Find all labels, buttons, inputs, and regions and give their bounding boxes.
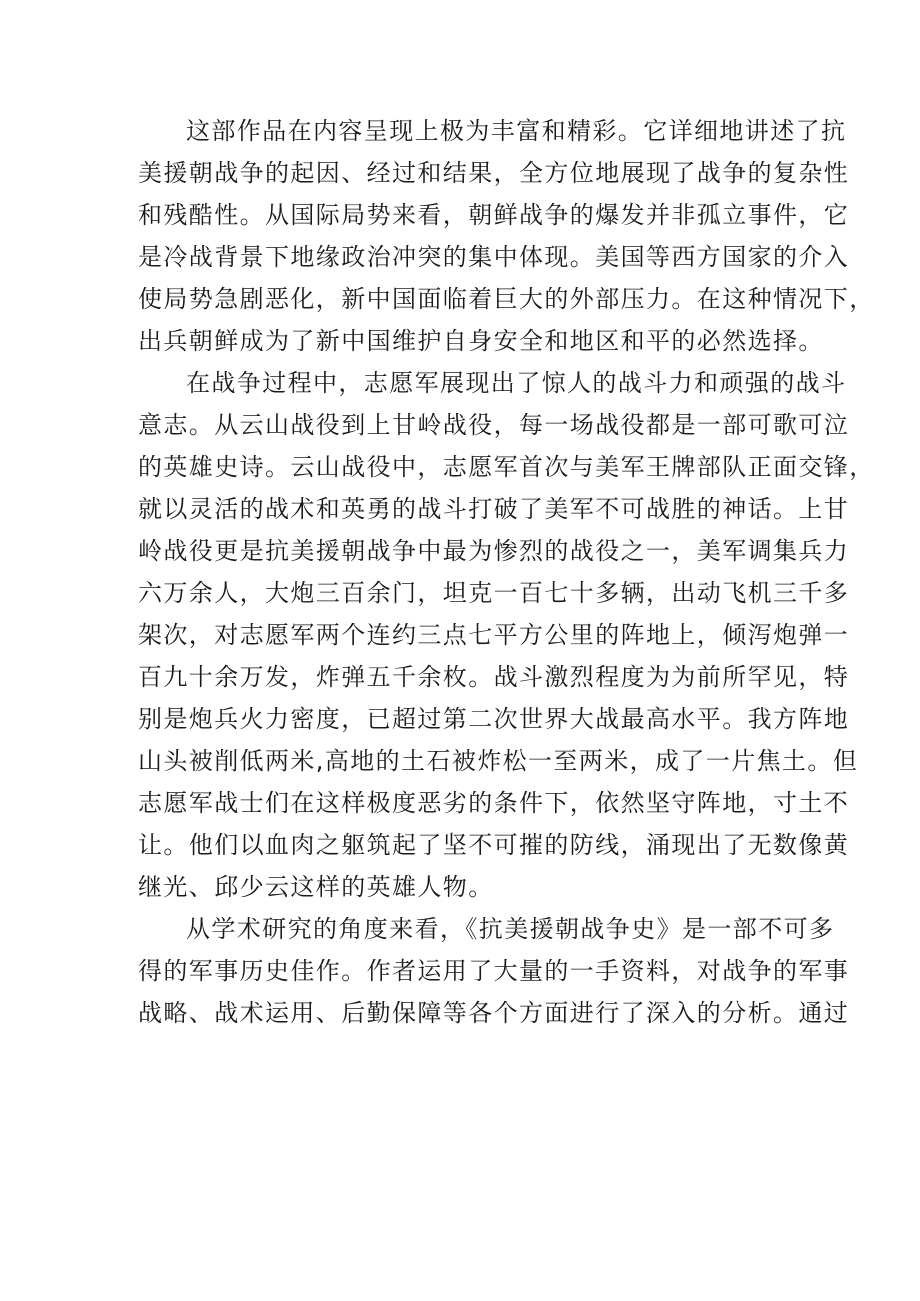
paragraph-line: 在战争过程中，志愿军展现出了惊人的战斗力和顽强的战斗: [186, 369, 847, 397]
paragraph-1: [138, 110, 875, 362]
paragraph-2: [138, 362, 875, 908]
paragraph-line: 百九十余万发，炸弹五千余枚。战斗激烈程度为为前所罕见，特: [138, 663, 850, 691]
paragraph-3: [138, 908, 850, 1034]
paragraph-line: 就以灵活的战术和英勇的战斗打破了美军不可战胜的神话。上甘: [138, 495, 850, 523]
paragraph-line: 这部作品在内容呈现上极为丰富和精彩。它详细地讲述了抗: [186, 117, 847, 145]
paragraph-line: 山头被削低两米,高地的土石被炸松一至两米，成了一片焦土。但: [138, 747, 859, 775]
paragraph-line: 战略、战术运用、后勤保障等各个方面进行了深入的分析。通过: [138, 999, 850, 1027]
paragraph-line: 别是炮兵火力密度，已超过第二次世界大战最高水平。我方阵地: [138, 705, 850, 733]
paragraph-line: 是冷战背景下地缘政治冲突的集中体现。美国等西方国家的介入: [138, 243, 850, 271]
paragraph-line: 的英雄史诗。云山战役中，志愿军首次与美军王牌部队正面交锋，: [138, 453, 875, 481]
paragraph-line: 继光、邱少云这样的英雄人物。: [138, 873, 494, 901]
paragraph-line: 架次，对志愿军两个连约三点七平方公里的阵地上，倾泻炮弹一: [138, 621, 850, 649]
paragraph-line: 意志。从云山战役到上甘岭战役，每一场战役都是一部可歌可泣: [138, 411, 850, 439]
paragraph-line: 让。他们以血肉之躯筑起了坚不可摧的防线，涌现出了无数像黄: [138, 831, 850, 859]
paragraph-line: 六万余人，大炮三百余门，坦克一百七十多辆，出动飞机三千多: [138, 579, 850, 607]
paragraph-line: 和残酷性。从国际局势来看，朝鲜战争的爆发并非孤立事件，它: [138, 201, 850, 229]
paragraph-line: 从学术研究的角度来看，《抗美援朝战争史》是一部不可多: [186, 915, 835, 943]
body-text: [138, 110, 875, 1034]
paragraph-line: 得的军事历史佳作。作者运用了大量的一手资料，对战争的军事: [138, 957, 850, 985]
paragraph-line: 使局势急剧恶化，新中国面临着巨大的外部压力。在这种情况下，: [138, 285, 875, 313]
paragraph-line: 出兵朝鲜成为了新中国维护自身安全和地区和平的必然选择。: [138, 327, 824, 355]
paragraph-line: 岭战役更是抗美援朝战争中最为惨烈的战役之一，美军调集兵力: [138, 537, 850, 565]
paragraph-line: 志愿军战士们在这样极度恶劣的条件下，依然坚守阵地，寸土不: [138, 789, 850, 817]
paragraph-line: 美援朝战争的起因、经过和结果，全方位地展现了战争的复杂性: [138, 159, 850, 187]
